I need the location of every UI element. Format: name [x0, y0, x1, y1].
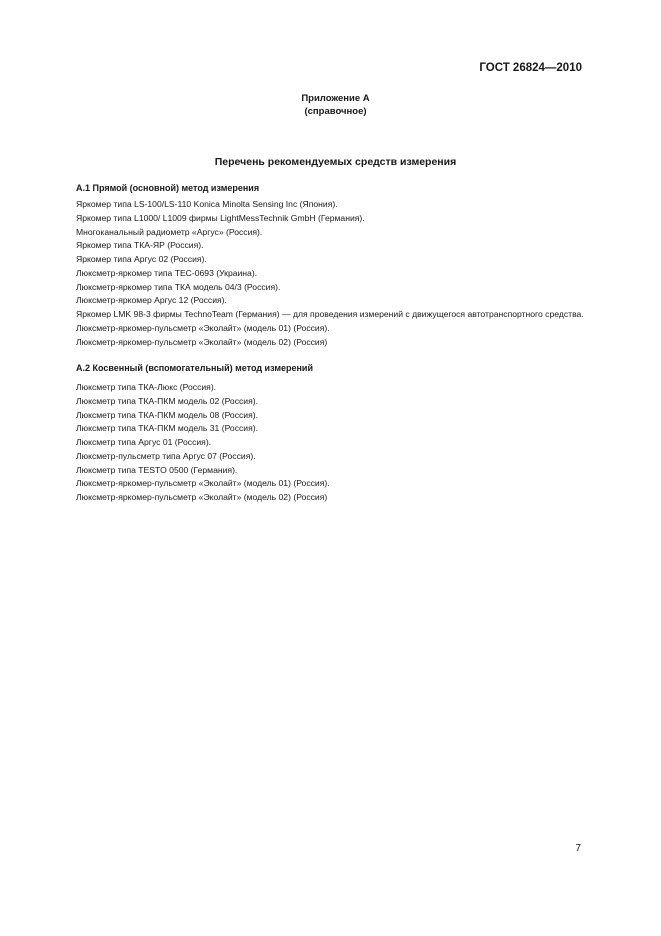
list-item: Яркомер типа LS-100/LS-110 Konica Minolta Sensing Inc (Япония). — [76, 199, 338, 209]
document-code: ГОСТ 26824—2010 — [479, 62, 582, 74]
list-item: Яркомер LMK 98-3 фирмы TechnoTeam (Германия) — для проведения измерений с движущегося автотранспортного средства. — [76, 309, 584, 319]
list-item: Люксметр-яркомер типа ТЕС-0693 (Украина). — [76, 267, 258, 278]
section-heading-a1: А.1 Прямой (основной) метод измерения — [76, 183, 260, 193]
list-item: Люксметр-яркомер-пульсметр «Эколайт» (модель 01) (Россия). — [76, 322, 330, 333]
list-item: Яркомер типа Аргус 02 (Россия). — [76, 254, 207, 264]
appendix-title: Приложение А — [301, 93, 370, 104]
section-a2-list — [62, 381, 586, 505]
page-number: 7 — [575, 843, 581, 854]
list-item: Люксметр типа ТКА-ПКМ модель 31 (Россия). — [76, 423, 259, 434]
list-title: Перечень рекомендуемых средств измерения — [214, 156, 457, 168]
list-item: Люксметр типа ТКА-ПКМ модель 08 (Россия). — [76, 409, 259, 420]
list-item: Люксметр-яркомер типа ТКА модель 04/3 (Россия). — [76, 281, 281, 292]
list-item: Люксметр-пульсметр типа Аргус 07 (Россия). — [76, 450, 256, 461]
section-a1-list — [62, 198, 586, 349]
list-item: Люксметр-яркомер Аргус 12 (Россия). — [76, 295, 227, 306]
appendix-block — [0, 92, 661, 118]
list-item: Яркомер типа ТКА-ЯР (Россия). — [76, 240, 204, 251]
list-item: Люксметр-яркомер-пульсметр «Эколайт» (модель 02) (Россия) — [76, 492, 328, 502]
appendix-subtitle: (справочное) — [304, 106, 367, 117]
list-item: Яркомер типа L1000/ L1009 фирмы LightMessTechnik GmbH (Германия). — [76, 212, 365, 223]
section-heading-a2: А.2 Косвенный (вспомогательный) метод измерений — [76, 363, 314, 373]
list-item: Люксметр-яркомер-пульсметр «Эколайт» (модель 01) (Россия). — [76, 478, 330, 489]
list-item: Люксметр типа Аргус 01 (Россия). — [76, 437, 212, 447]
list-item: Люксметр типа TESTO 0500 (Германия). — [76, 464, 238, 475]
list-item: Люксметр типа ТКА-Люкс (Россия). — [76, 382, 217, 392]
list-item: Люксметр-яркомер-пульсметр «Эколайт» (модель 02) (Россия) — [76, 336, 328, 347]
list-item: Многоканальный радиометр «Аргус» (Россия). — [76, 226, 263, 237]
list-item: Люксметр типа ТКА-ПКМ модель 02 (Россия). — [76, 395, 259, 406]
